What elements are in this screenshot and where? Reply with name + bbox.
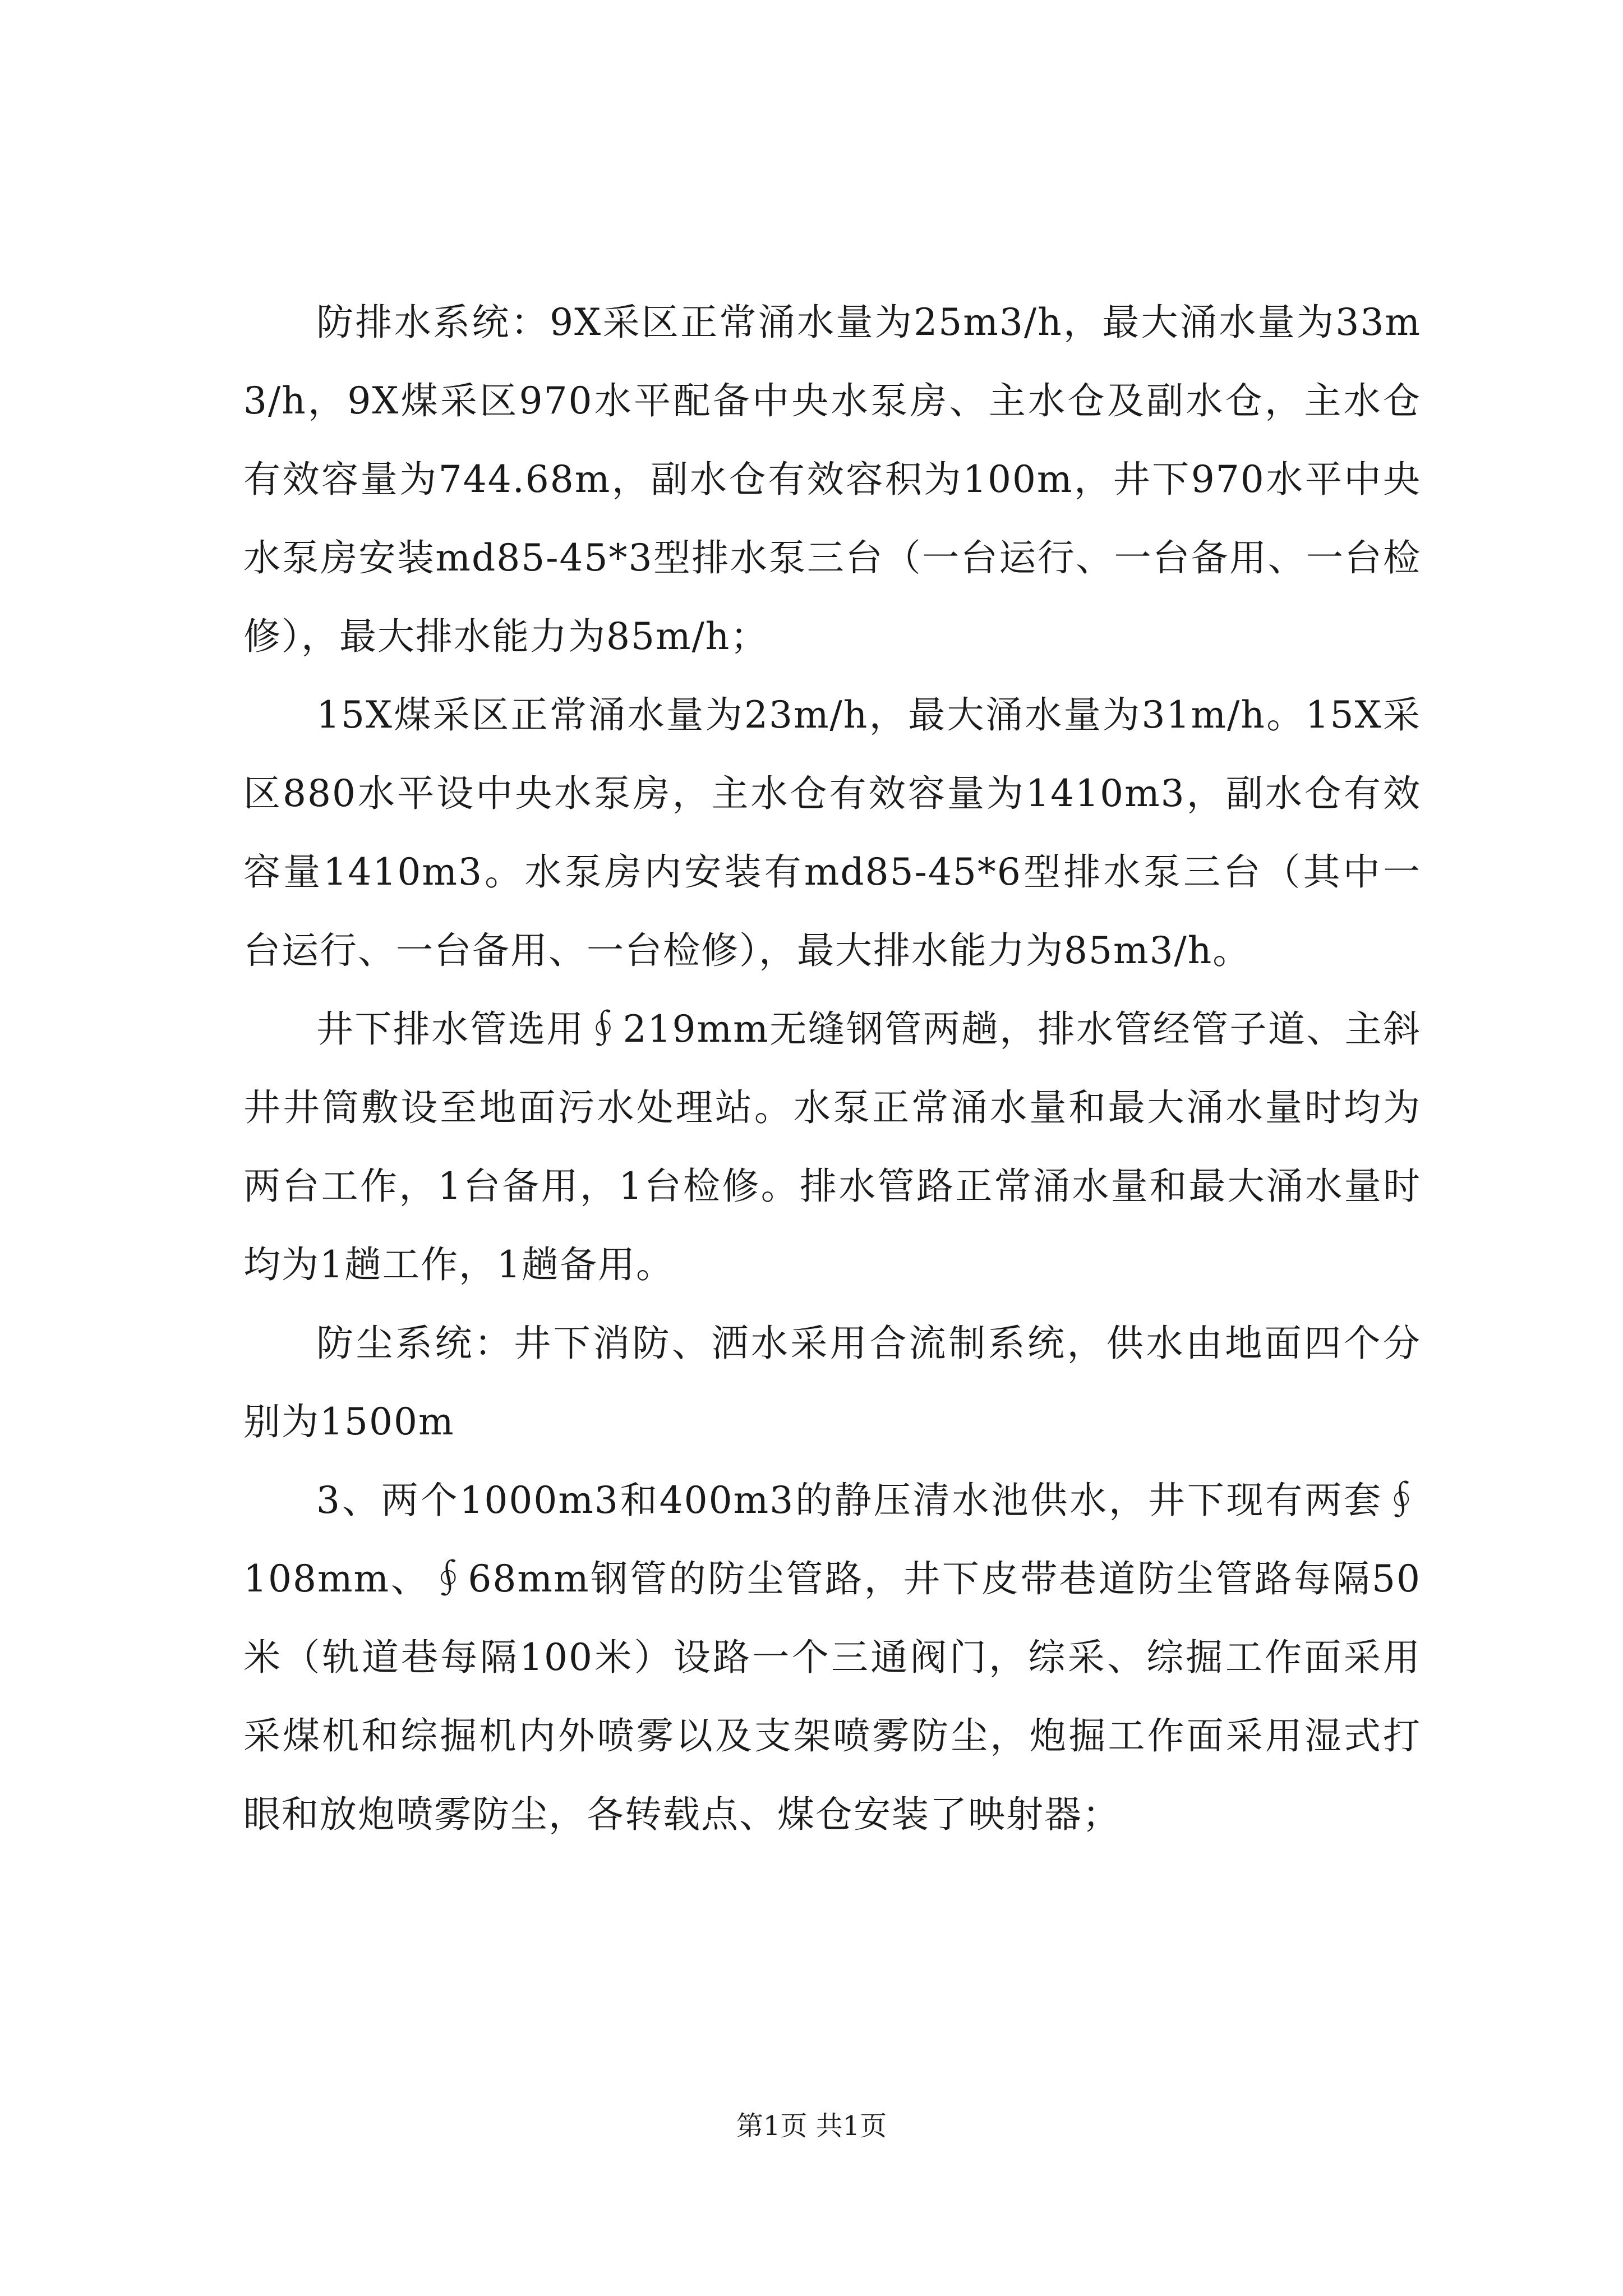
page-footer: 第1页 共1页 — [736, 2110, 887, 2142]
document-body — [243, 283, 1421, 1854]
paragraph-dust-prevention-system: 防尘系统：井下消防、洒水采用合流制系统，供水由地面四个分别为1500m — [243, 1322, 1421, 1443]
paragraph-drainage-pipes: 井下排水管选用∮219mm无缝钢管两趟，排水管经管子道、主斜井井筒敷设至地面污水处理站。水泵正常涌水量和最大涌水量时均为两台工作，1台备用，1台检修。排水管路正常涌水量和最大涌水量时均为1趟工作，1趟备用。 — [243, 1007, 1421, 1286]
paragraph-15x-mining-area: 15X煤采区正常涌水量为23m/h，最大涌水量为31m/h。15X采区880水平设中央水泵房，主水仓有效容量为1410m3，副水仓有效容量1410m3。水泵房内安装有md85-45*6型排水泵三台（其中一台运行、一台备用、一台检修），最大排水能力为85m3/h。 — [243, 693, 1421, 972]
paragraph-water-tanks-and-dust-pipes: 3、两个1000m3和400m3的静压清水池供水，井下现有两套∮108mm、∮68mm钢管的防尘管路，井下皮带巷道防尘管路每隔50米（轨道巷每隔100米）设路一个三通阀门，综采、综掘工作面采用采煤机和综掘机内外喷雾以及支架喷雾防尘，炮掘工作面采用湿式打眼和放炮喷雾防尘，各转载点、煤仓安装了映射器； — [243, 1479, 1421, 1836]
paragraph-drainage-system: 防排水系统：9X采区正常涌水量为25m3/h，最大涌水量为33m3/h，9X煤采区970水平配备中央水泵房、主水仓及副水仓，主水仓有效容量为744.68m，副水仓有效容积为100m，井下970水平中央水泵房安装md85-45*3型排水泵三台（一台运行、一台备用、一台检修），最大排水能力为85m/h； — [243, 301, 1421, 658]
